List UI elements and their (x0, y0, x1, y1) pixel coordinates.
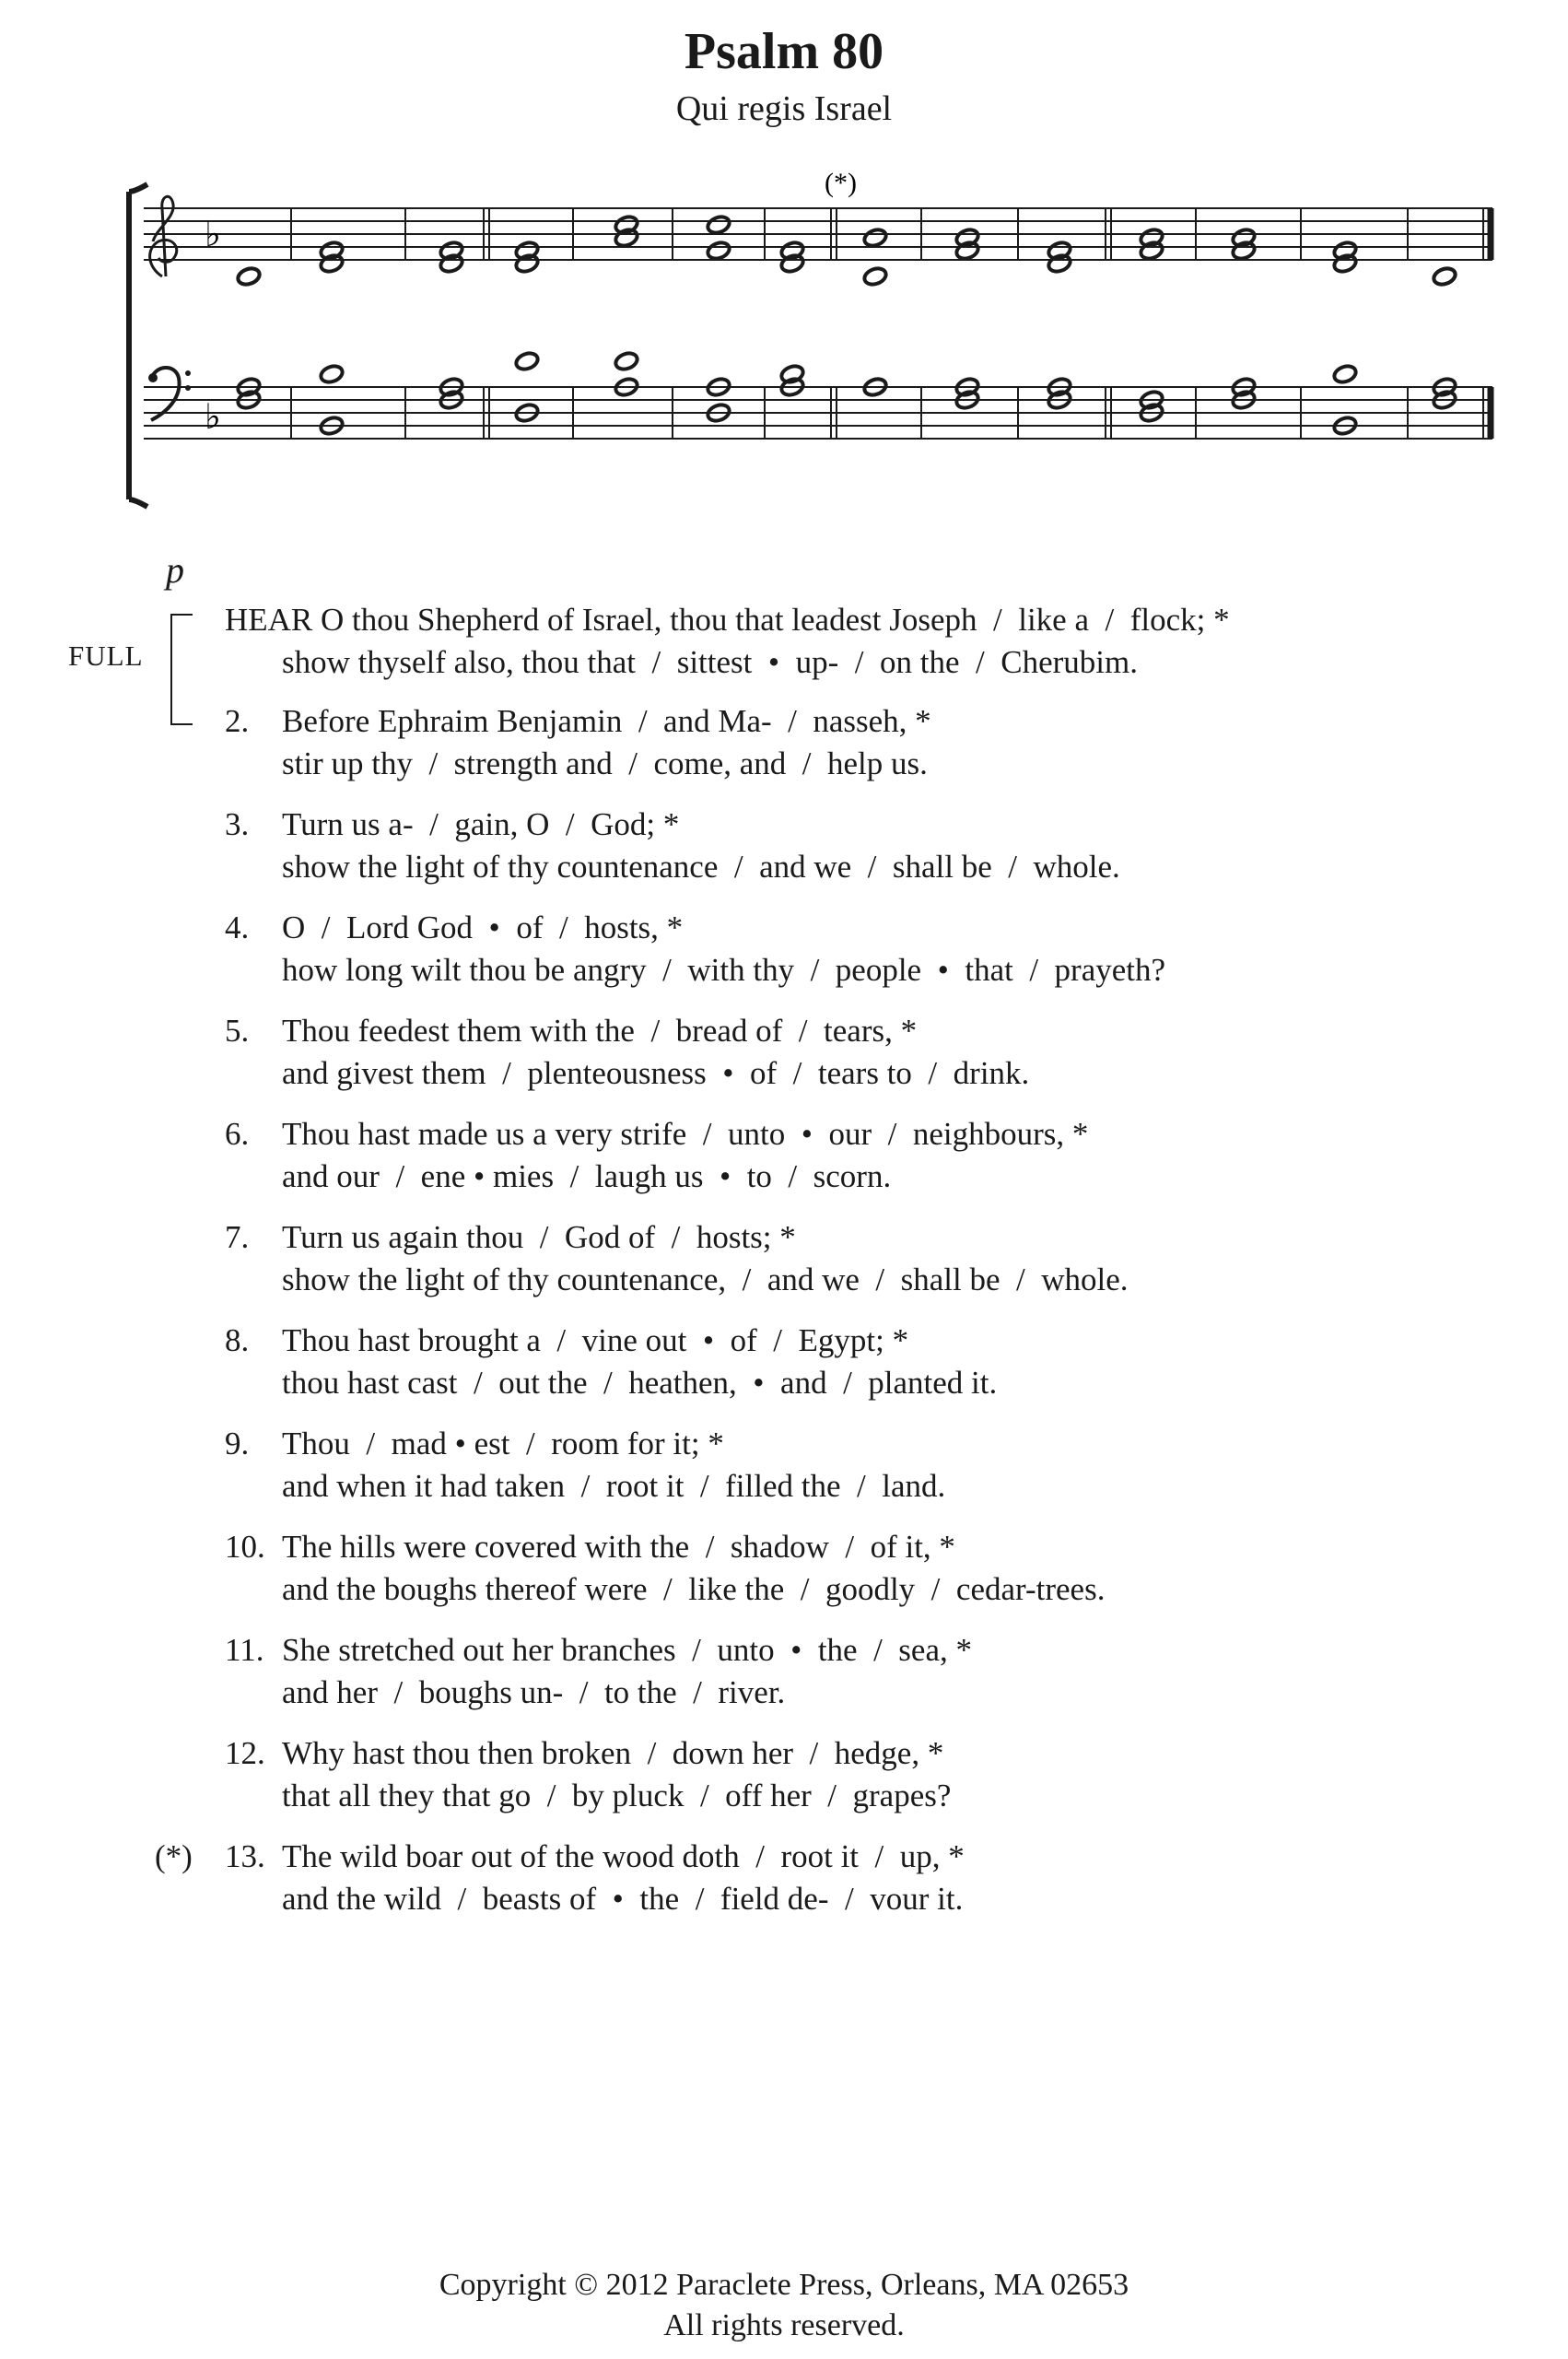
verse-line-2: that all they that go / by pluck / off her / grapes? (282, 1778, 952, 1813)
verse-line-1: Thou hast brought a / vine out • of / Egypt; * (282, 1322, 909, 1358)
verse-line-1: She stretched out her branches / unto • the / sea, * (282, 1632, 972, 1668)
verse-number: 10. (225, 1529, 265, 1565)
verse-line-1: Why hast thou then broken / down her / hedge, * (282, 1735, 944, 1771)
system-brace (129, 184, 147, 507)
whole-note (514, 350, 540, 371)
copyright-footer (0, 2265, 1568, 2346)
verse-number: 3. (225, 806, 250, 842)
whole-note (614, 350, 639, 371)
whole-note (862, 227, 888, 248)
verse-number: 11. (225, 1632, 264, 1668)
verse-number: 9. (225, 1426, 250, 1461)
verse-line-1: Turn us again thou / God of / hosts; * (282, 1219, 796, 1255)
verse-line-1: Turn us a- / gain, O / God; * (282, 806, 680, 842)
whole-note (706, 240, 731, 261)
verse-number: 13. (225, 1838, 265, 1874)
whole-note (1332, 363, 1358, 384)
verse-line-1: The hills were covered with the / shadow / of it, * (282, 1529, 955, 1565)
flat-key-signature-icon: ♭ (205, 396, 221, 437)
whole-note (862, 265, 888, 287)
verse-number: 8. (225, 1322, 250, 1358)
full-label: FULL (68, 640, 144, 672)
copyright-line: Copyright © 2012 Paraclete Press, Orleans, MA 02653 (439, 2268, 1129, 2302)
verse-line-2: and givest them / plenteousness • of / tears to / drink. (282, 1055, 1030, 1091)
music-score (0, 0, 1568, 553)
verse-line-2: show the light of thy countenance / and we / shall be / whole. (282, 849, 1120, 885)
verse-footnote-mark: (*) (155, 1838, 193, 1874)
page-title: Psalm 80 (684, 23, 884, 80)
score-notes (236, 208, 1491, 439)
verse-line-2: thou hast cast / out the / heathen, • and / planted it. (282, 1365, 998, 1401)
verse-line-2: stir up thy / strength and / come, and / help us. (282, 745, 928, 781)
treble-staff (144, 208, 1492, 260)
whole-note (706, 214, 731, 235)
verse-number: 12. (225, 1735, 265, 1771)
verse-line-2: and the boughs thereof were / like the / goodly / cedar-trees. (282, 1571, 1106, 1607)
bass-staff (144, 387, 1492, 439)
verse-number: 2. (225, 703, 250, 739)
whole-note (319, 363, 345, 384)
flat-key-signature-icon: ♭ (205, 214, 221, 254)
verse-line-1: Thou hast made us a very strife / unto • our / neighbours, * (282, 1116, 1089, 1152)
verse-number: 4. (225, 910, 250, 945)
verse-line-2: and her / boughs un- / to the / river. (282, 1674, 786, 1710)
verse-line-1: Thou / mad • est / room for it; * (282, 1426, 724, 1461)
verse-line-1: The wild boar out of the wood doth / root it / up, * (282, 1838, 965, 1874)
full-bracket (170, 614, 193, 725)
verse-number: 6. (225, 1116, 250, 1152)
verse-line-2: and the wild / beasts of • the / field de- / vour it. (282, 1881, 964, 1917)
whole-note (236, 265, 262, 287)
verse-line-1: Before Ephraim Benjamin / and Ma- / nasseh, * (282, 703, 931, 739)
page-subtitle: Qui regis Israel (675, 89, 893, 128)
whole-note (1432, 265, 1457, 287)
verse-line-2: how long wilt thou be angry / with thy / people • that / prayeth? (282, 952, 1166, 988)
dynamic-marking: p (166, 549, 184, 591)
verse-line-2: show thyself also, thou that / sittest • up- / on the / Cherubim. (282, 644, 1138, 680)
verse-line-2: show the light of thy countenance, / and we / shall be / whole. (282, 1262, 1129, 1297)
verse-line-1: HEAR O thou Shepherd of Israel, thou that leadest Joseph / like a / flock; * (225, 602, 1230, 638)
rights-line: All rights reserved. (663, 2308, 905, 2342)
verse-number: 5. (225, 1013, 250, 1049)
verse-line-1: O / Lord God • of / hosts, * (282, 910, 684, 945)
verse-line-2: and our / ene • mies / laugh us • to / scorn. (282, 1158, 892, 1194)
verse-number: 7. (225, 1219, 250, 1255)
verse-line-1: Thou feedest them with the / bread of / tears, * (282, 1013, 918, 1049)
verse-line-2: and when it had taken / root it / filled the / land. (282, 1468, 946, 1504)
score-footnote-mark: (*) (825, 168, 857, 198)
